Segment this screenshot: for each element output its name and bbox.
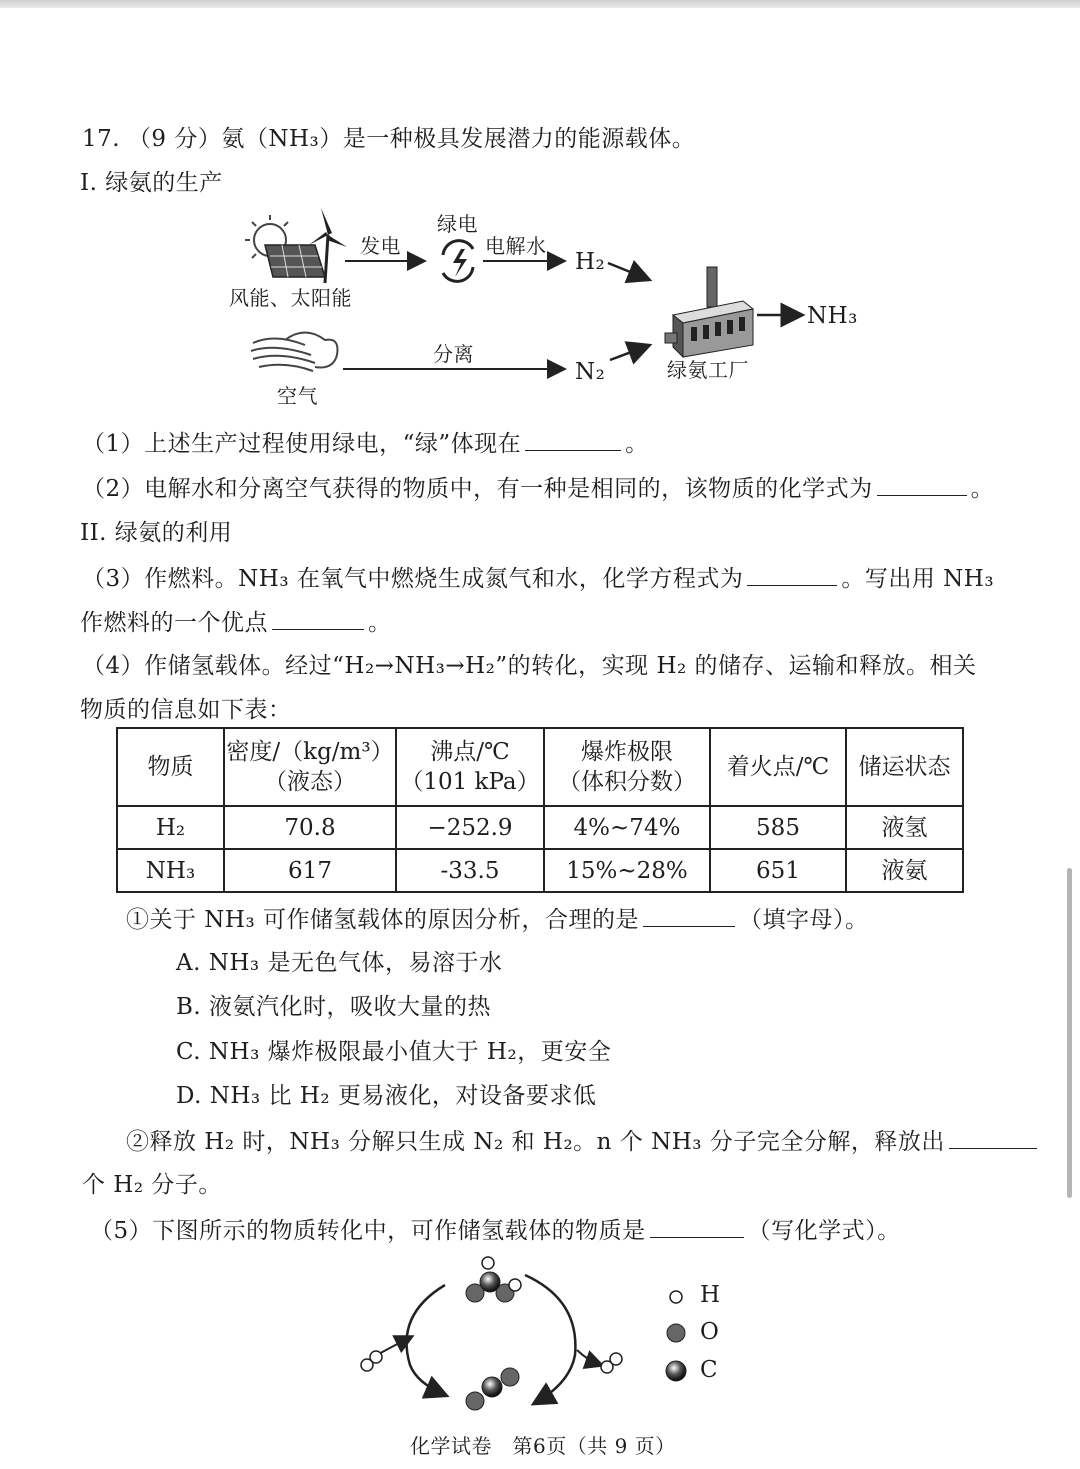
question-3-text: （3）作燃料。NH₃ 在氧气中燃烧生成氮气和水，化学方程式为 (82, 566, 744, 592)
question-points: （9 分） (127, 126, 222, 152)
label-generate: 发电 (360, 234, 401, 258)
answer-blank-4a[interactable] (643, 904, 735, 927)
answer-blank-3a[interactable] (747, 563, 837, 586)
answer-blank-4b[interactable] (949, 1126, 1037, 1149)
bottom-molecule (466, 1368, 519, 1410)
answer-blank-2[interactable] (877, 473, 967, 496)
table-header-cell (224, 728, 396, 806)
question-3-text-b: 。写出用 NH₃ (841, 566, 995, 592)
header-boiling-note: （101 kPa） (400, 769, 540, 795)
header-explosion-note: （体积分数） (558, 769, 696, 795)
question-3-line2 (80, 607, 392, 638)
option-a: A. NH₃ 是无色气体，易溶于水 (176, 950, 503, 976)
question-2 (82, 473, 994, 504)
table-header-cell (117, 728, 224, 806)
table-cell: 70.8 (224, 806, 396, 849)
table-cell: -33.5 (396, 849, 544, 892)
page-footer: 化学试卷 第6页（共 9 页） (410, 1434, 676, 1458)
table-header-cell (710, 728, 846, 806)
table-cell: 4%~74% (544, 806, 710, 849)
arrow-n2-factory (610, 345, 650, 360)
question-5-text: （5）下图所示的物质转化中，可作储氢载体的物质是 (90, 1218, 646, 1244)
header-ignition: 着火点/℃ (726, 754, 830, 780)
sub-question-2-text: ②释放 H₂ 时，NH₃ 分解只生成 N₂ 和 H₂。n 个 NH₃ 分子完全分解，释放出 (126, 1129, 945, 1155)
legend-symbols (664, 1283, 694, 1393)
label-h2: H₂ (575, 249, 606, 275)
question-1-end: 。 (625, 431, 649, 457)
option-c: C. NH₃ 爆炸极限最小值大于 H₂，更安全 (176, 1039, 612, 1065)
question-number: 17. (82, 126, 121, 152)
table-cell: 585 (710, 806, 846, 849)
header-density-note: （液态） (264, 769, 356, 795)
sub-question-2-line1 (126, 1126, 1041, 1157)
question-5-end: （写化学式）。 (747, 1218, 901, 1244)
conversion-cycle-diagram (355, 1255, 635, 1425)
sub-question-1 (126, 904, 869, 935)
table-cell: 617 (224, 849, 396, 892)
top-molecule (466, 1257, 521, 1302)
label-electrolysis: 电解水 (485, 234, 547, 258)
table-header-cell (544, 728, 710, 806)
table-header-row (117, 728, 963, 806)
sub-question-1-text: ①关于 NH₃ 可作储氢载体的原因分析，合理的是 (126, 907, 640, 933)
green-ammonia-diagram (225, 205, 865, 415)
header-substance: 物质 (147, 754, 194, 780)
label-separate: 分离 (433, 342, 474, 366)
table-cell: 液氢 (846, 806, 963, 849)
answer-blank-1[interactable] (525, 428, 621, 451)
table-cell: 651 (710, 849, 846, 892)
legend-o-label: O (700, 1319, 719, 1345)
table-header-cell (846, 728, 963, 806)
header-density: 密度/（kg/m³） (226, 739, 394, 765)
table-cell: −252.9 (396, 806, 544, 849)
answer-blank-3b[interactable] (272, 607, 364, 630)
table-header-cell (396, 728, 544, 806)
table-row (117, 849, 963, 892)
table-row (117, 806, 963, 849)
arrow-h2-factory (608, 263, 650, 280)
h2-out-arrow (577, 1350, 601, 1365)
cycle-arrow-left (407, 1285, 445, 1395)
air-cloud-icon (251, 333, 338, 372)
label-wind-solar: 风能、太阳能 (229, 286, 352, 310)
legend-h-symbol (670, 1291, 682, 1303)
legend-c-symbol (666, 1361, 686, 1381)
question-3-text-c: 作燃料的一个优点 (80, 610, 268, 636)
legend-h-label: H (700, 1282, 721, 1308)
solar-panel-icon (265, 245, 325, 277)
cycle-arrow-right (525, 1275, 575, 1403)
header-explosion: 爆炸极限 (581, 739, 673, 765)
table-cell: 15%~28% (544, 849, 710, 892)
table-cell: 液氨 (846, 849, 963, 892)
question-3-line1 (82, 563, 994, 594)
legend-c-label: C (700, 1357, 718, 1383)
table-cell: NH₃ (117, 849, 224, 892)
header-boiling: 沸点/℃ (430, 739, 510, 765)
answer-blank-5[interactable] (650, 1215, 744, 1238)
question-5 (90, 1215, 901, 1246)
label-n2: N₂ (575, 359, 606, 385)
question-4-line1: （4）作储氢载体。经过“H₂→NH₃→H₂”的转化，实现 H₂ 的储存、运输和释放。相关 (82, 653, 977, 679)
h2-molecule-out (601, 1353, 622, 1373)
question-1 (82, 428, 649, 459)
option-b: B. 液氨汽化时，吸收大量的热 (176, 994, 492, 1020)
table-cell: H₂ (117, 806, 224, 849)
label-nh3: NH₃ (807, 303, 858, 329)
scrollbar[interactable] (1067, 868, 1072, 1198)
question-2-end: 。 (970, 476, 995, 502)
green-electricity-icon (443, 241, 473, 282)
question-4-line2: 物质的信息如下表： (80, 697, 292, 723)
question-intro: 氨（NH₃）是一种极具发展潜力的能源载体。 (221, 126, 696, 152)
legend-o-symbol (667, 1324, 685, 1342)
label-green-electricity: 绿电 (437, 212, 478, 236)
h2-molecule-in (361, 1351, 382, 1371)
question-2-text: （2）电解水和分离空气获得的物质中，有一种是相同的，该物质的化学式为 (82, 476, 873, 502)
question-header (82, 124, 695, 154)
question-1-text: （1）上述生产过程使用绿电，“绿”体现在 (82, 431, 522, 457)
question-3-end: 。 (368, 610, 392, 636)
part1-heading: I. 绿氨的生产 (80, 170, 223, 196)
option-d: D. NH₃ 比 H₂ 更易液化，对设备要求低 (176, 1083, 597, 1109)
header-storage: 储运状态 (858, 754, 951, 780)
factory-icon (665, 267, 753, 357)
substance-info-table (116, 727, 964, 893)
label-air: 空气 (277, 384, 318, 408)
sub-question-1-end: （填字母）。 (739, 907, 869, 933)
label-factory: 绿氨工厂 (667, 358, 749, 382)
part2-heading: II. 绿氨的利用 (80, 520, 233, 546)
sub-question-2-line2: 个 H₂ 分子。 (82, 1172, 222, 1198)
